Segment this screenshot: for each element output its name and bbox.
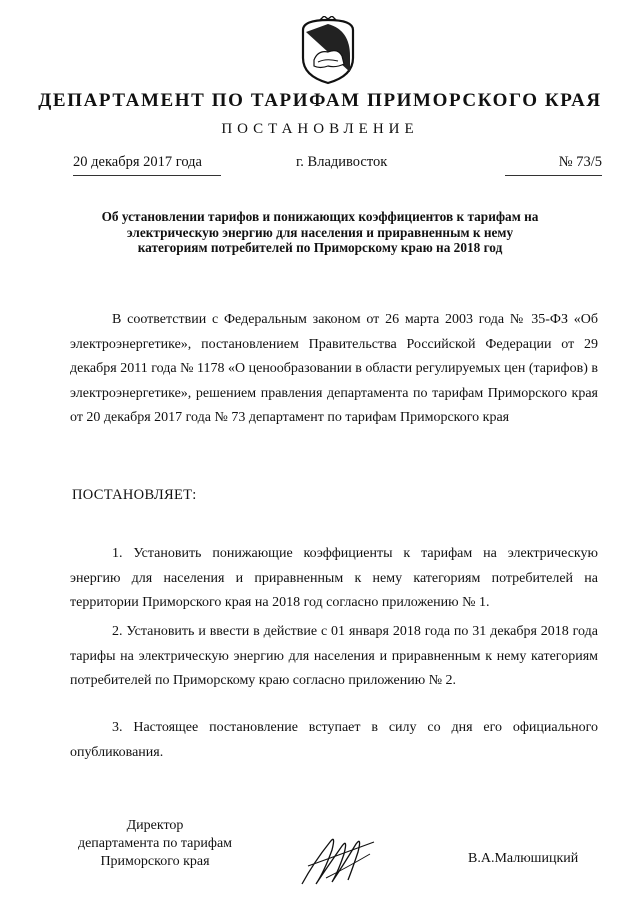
item-2-paragraph: 2. Установить и ввести в действие с 01 января 2018 года по 31 декабря 2018 года тарифы на электрическую энергию для населения и приравненным к нему категориям потребителей по Приморскому краю согласно приложению № 2. bbox=[70, 624, 598, 688]
handwritten-signature-icon bbox=[296, 828, 382, 890]
document-number: № 73/5 bbox=[505, 154, 602, 176]
item-3-paragraph: 3. Настоящее постановление вступает в силу со дня его официального опубликования. bbox=[70, 720, 598, 760]
document-title: Об установлении тарифов и понижающих коэффициентов к тарифам на электрическую энергию для населения и приравненным к нему категориям потребителей по Приморскому краю на 2018 год bbox=[101, 209, 539, 255]
signatory-position bbox=[60, 817, 250, 871]
document-city: г. Владивосток bbox=[296, 154, 388, 170]
item-1-paragraph: 1. Установить понижающие коэффициенты к тарифам на электрическую энергию для населения и приравненным к нему категориям потребителей на территории Приморского края на 2018 год согласно приложению № 1. bbox=[70, 546, 598, 610]
document-date: 20 декабря 2017 года bbox=[73, 154, 221, 176]
document-type: ПОСТАНОВЛЕНИЕ bbox=[221, 121, 419, 137]
signatory-name: В.А.Малюшицкий bbox=[468, 851, 579, 866]
position-line-2: департамента по тарифам bbox=[77, 836, 233, 851]
position-line-3: Приморского края bbox=[100, 854, 210, 869]
coat-of-arms-icon bbox=[298, 16, 358, 86]
position-line-1: Директор bbox=[126, 818, 184, 833]
department-name: ДЕПАРТАМЕНТ ПО ТАРИФАМ ПРИМОРСКОГО КРАЯ bbox=[38, 90, 602, 111]
resolve-heading: ПОСТАНОВЛЯЕТ: bbox=[72, 487, 197, 503]
preamble-paragraph: В соответствии с Федеральным законом от 26 марта 2003 года № 35-ФЗ «Об электроэнергетике», постановлением Правительства Российской Федерации от 29 декабря 2011 года № 1178 «О ценообразовании в области регулируемых цен (тарифов) в электроэнергетике», решением правления департамента по тарифам Приморского края от 20 декабря 2017 года № 73 департамент по тарифам Приморского края bbox=[70, 312, 598, 425]
